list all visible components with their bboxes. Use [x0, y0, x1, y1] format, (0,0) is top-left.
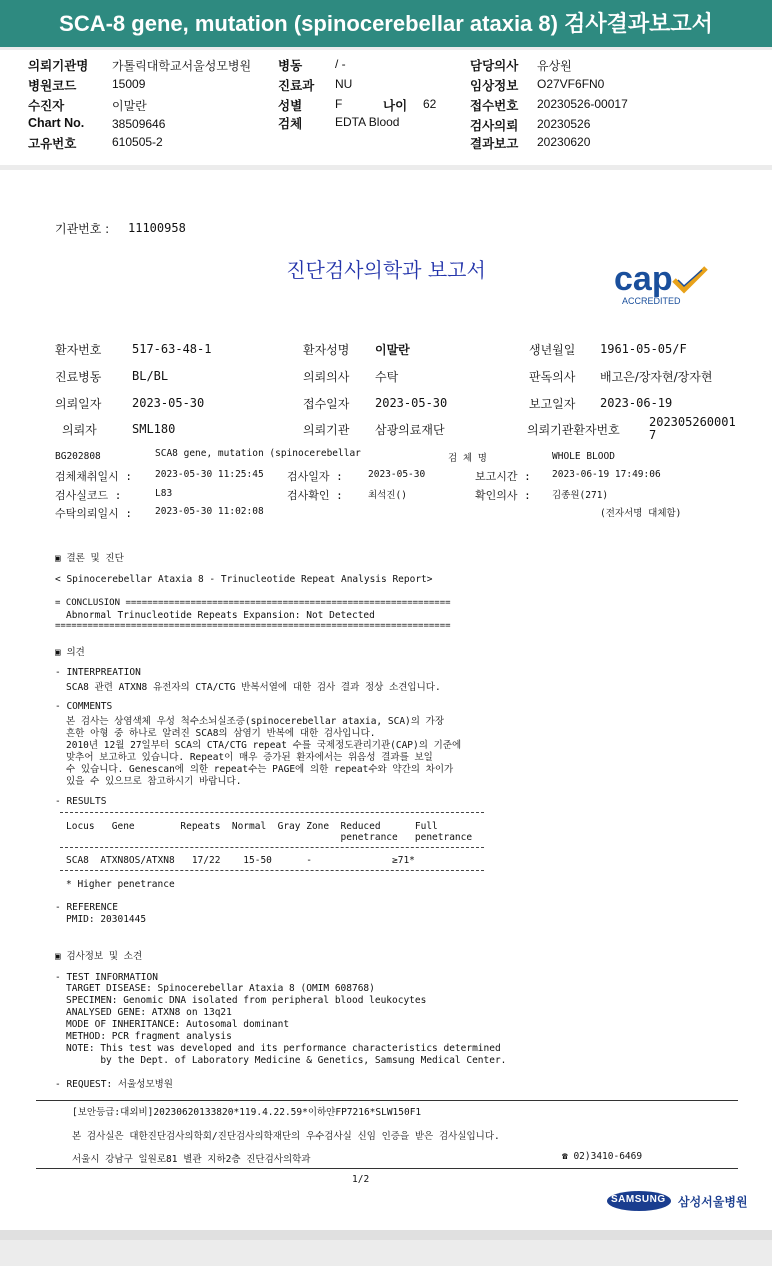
page-number: 1/2 — [352, 1174, 370, 1185]
info-key: Chart No. — [28, 116, 85, 130]
reference-heading: - REFERENCE — [55, 902, 118, 913]
info-key: 접수번호 — [470, 99, 519, 113]
conclusion-end-line: ========================================================================= — [55, 621, 451, 631]
patient-value-extra: 7 — [649, 428, 657, 442]
section-testinfo-heading: ▣ 검사정보 및 소견 — [55, 951, 143, 962]
info-value: 20230526 — [537, 117, 591, 131]
conclusion-line: = CONCLUSION ============================================================ — [55, 598, 451, 608]
testinfo-line: NOTE: This test was developed and its performance characteristics determined — [66, 1043, 501, 1054]
info-key: 의뢰기관명 — [28, 59, 89, 73]
test-name: SCA8 gene, mutation (spinocerebellar — [155, 448, 361, 459]
test-value: 2023-06-19 17:49:06 — [552, 469, 661, 480]
specimen-label: 검 체 명 — [448, 453, 487, 464]
comment-line: 본 검사는 상염색체 우성 척수소뇌실조증(spinocerebellar ataxia, SCA)의 가장 — [66, 716, 445, 727]
specimen-value: WHOLE BLOOD — [552, 451, 615, 462]
address-line: 서울시 강남구 일원로81 별관 지하2층 진단검사의학과 — [72, 1154, 311, 1165]
info-key: 병동 — [278, 59, 303, 73]
test-code: BG202808 — [55, 451, 101, 462]
test-key: 확인의사 : — [475, 489, 531, 502]
test-value: L83 — [155, 488, 173, 499]
institution-number-label: 기관번호 : — [55, 222, 110, 236]
patient-key: 판독의사 — [529, 370, 576, 384]
test-value: 최석진() — [368, 490, 407, 501]
info-key: 병원코드 — [28, 79, 77, 93]
report-header-title: SCA-8 gene, mutation (spinocerebellar ataxia 8) 검사결과보고서 — [0, 0, 772, 47]
info-value: F — [335, 97, 343, 111]
section-conclusion-heading: ▣ 결론 및 진단 — [55, 553, 124, 564]
conclusion-text: Abnormal Trinucleotide Repeats Expansion: Not Detected — [66, 610, 375, 621]
info-value: NU — [335, 77, 353, 91]
info-key: 검사의뢰 — [470, 119, 519, 133]
patient-value: 이말란 — [375, 343, 410, 357]
patient-info-panel — [0, 50, 772, 165]
info-value: 38509646 — [112, 117, 166, 131]
results-rule — [60, 812, 484, 813]
results-header: penetrance penetrance — [66, 832, 473, 843]
patient-key: 의뢰기관 — [303, 423, 350, 437]
patient-key: 의뢰일자 — [55, 397, 102, 411]
bottom-band — [0, 1230, 772, 1240]
comment-line: 수 있습니다. Genescan에 의한 repeat수는 PAGE에 의한 repeat수와 약간의 차이가 — [66, 764, 454, 775]
patient-key: 의뢰기관환자번호 — [527, 423, 620, 437]
patient-key: 보고일자 — [529, 397, 576, 411]
comment-line: 맞추어 보고하고 있습니다. Repeat이 매우 증가된 환자에서는 위음성 결과를 보일 — [66, 752, 433, 763]
test-key: 검사실코드 : — [55, 489, 122, 502]
patient-value: BL/BL — [132, 369, 169, 383]
info-value: 이말란 — [112, 99, 147, 113]
age-label: 나이 — [383, 99, 408, 113]
section-opinion-heading: ▣ 의견 — [55, 647, 85, 658]
samsung-logo-text: SAMSUNG — [611, 1194, 666, 1205]
info-key: 담당의사 — [470, 59, 519, 73]
comment-line: 있을 수 있으므로 참고하시기 바랍니다. — [66, 776, 242, 787]
results-rule — [60, 847, 484, 848]
esign-note: (전자서명 대체함) — [600, 508, 682, 519]
phone-line: ☎ 02)3410-6469 — [562, 1151, 643, 1162]
info-key: 성별 — [278, 99, 303, 113]
test-key: 검사확인 : — [287, 489, 343, 502]
patient-value: SML180 — [132, 422, 176, 436]
info-value: 610505-2 — [112, 135, 163, 149]
security-line: [보안등급:대외비]20230620133820*119.4.22.59*이하얀FP7216*SLW150F1 — [72, 1107, 422, 1118]
interpretation-text: SCA8 관련 ATXN8 유전자의 CTA/CTG 반복서열에 대한 검사 결과 정상 소견입니다. — [66, 682, 441, 693]
test-value: 김종원(271) — [552, 490, 609, 501]
hospital-name: 삼성서울병원 — [678, 1195, 748, 1209]
results-note: * Higher penetrance — [66, 879, 175, 890]
testinfo-line: ANALYSED GENE: ATXN8 on 13q21 — [66, 1007, 232, 1018]
info-value: 15009 — [112, 77, 146, 91]
testinfo-line: TARGET DISEASE: Spinocerebellar Ataxia 8 (OMIM 608768) — [66, 983, 375, 994]
results-row: SCA8 ATXN8OS/ATXN8 17/22 15-50 - ≥71* — [66, 855, 415, 866]
patient-value: 수탁 — [375, 370, 399, 384]
testinfo-line: SPECIMEN: Genomic DNA isolated from peripheral blood leukocytes — [66, 995, 427, 1006]
interpretation-heading: - INTERPREATION — [55, 667, 141, 678]
report-title: 진단검사의학과 보고서 — [286, 258, 486, 282]
patient-value: 2023-05-30 — [132, 396, 205, 410]
patient-key: 접수일자 — [303, 397, 350, 411]
info-key: 진료과 — [278, 79, 315, 93]
certification-line: 본 검사실은 대한진단검사의학회/진단검사의학재단의 우수검사실 신임 인증을 받은 검사실입니다. — [72, 1131, 500, 1142]
patient-key: 환자성명 — [303, 343, 350, 357]
report-name: < Spinocerebellar Ataxia 8 - Trinucleotide Repeat Analysis Report> — [55, 574, 433, 585]
comment-line: 2010년 12월 27일부터 SCA의 CTA/CTG repeat 수를 국제정도관리기관(CAP)의 기준에 — [66, 740, 462, 751]
test-key: 보고시간 : — [475, 470, 531, 483]
footer-rule — [36, 1168, 738, 1169]
testinfo-heading: - TEST INFORMATION — [55, 972, 158, 983]
patient-key: 진료병동 — [55, 370, 102, 384]
info-value: O27VF6FN0 — [537, 77, 605, 91]
info-key: 고유번호 — [28, 137, 77, 151]
info-value: / - — [335, 57, 346, 71]
info-key: 수진자 — [28, 99, 65, 113]
info-key: 임상정보 — [470, 79, 519, 93]
footer-rule — [36, 1100, 738, 1101]
testinfo-line: by the Dept. of Laboratory Medicine & Genetics, Samsung Medical Center. — [66, 1055, 507, 1066]
patient-value: 배고은/장자현/장자현 — [600, 370, 713, 384]
samsung-logo — [606, 1190, 672, 1212]
cap-logo-text: cap — [614, 260, 673, 298]
info-key: 결과보고 — [470, 137, 519, 151]
patient-key: 생년월일 — [529, 343, 576, 357]
patient-value: 1961-05-05/F — [600, 342, 687, 356]
comment-line: 흔한 아형 중 하나로 알려진 SCA8의 삼염기 반복에 대한 검사입니다. — [66, 728, 376, 739]
results-rule — [60, 870, 484, 871]
info-value: 가톨릭대학교서울성모병원 — [112, 59, 252, 73]
test-value: 2023-05-30 11:25:45 — [155, 469, 264, 480]
patient-value: 삼광의료재단 — [375, 423, 445, 437]
cap-accredited-text: ACCREDITED — [622, 296, 681, 306]
info-key: 검체 — [278, 117, 303, 131]
patient-value: 517-63-48-1 — [132, 342, 212, 356]
testinfo-line: METHOD: PCR fragment analysis — [66, 1031, 232, 1042]
patient-key: 환자번호 — [55, 343, 102, 357]
age-value: 62 — [423, 97, 437, 111]
report-sheet — [0, 170, 772, 1230]
testinfo-line: MODE OF INHERITANCE: Autosomal dominant — [66, 1019, 290, 1030]
patient-key: 의뢰의사 — [303, 370, 350, 384]
request-line: - REQUEST: 서울성모병원 — [55, 1079, 173, 1090]
patient-value: 202305260001 — [649, 415, 736, 429]
info-value: 20230620 — [537, 135, 591, 149]
info-value: 유상원 — [537, 59, 572, 73]
cap-accredited-logo — [612, 262, 712, 312]
info-value: 20230526-00017 — [537, 97, 628, 111]
reference-text: PMID: 20301445 — [66, 914, 147, 925]
test-key: 검체채취일시 : — [55, 470, 133, 483]
results-heading: - RESULTS — [55, 796, 107, 807]
test-value: 2023-05-30 11:02:08 — [155, 506, 264, 517]
patient-value: 2023-06-19 — [600, 396, 673, 410]
patient-value: 2023-05-30 — [375, 396, 448, 410]
comments-heading: - COMMENTS — [55, 701, 113, 712]
institution-number: 11100958 — [128, 221, 186, 235]
checkmark-icon — [670, 264, 710, 294]
info-value: EDTA Blood — [335, 115, 400, 129]
test-key: 검사일자 : — [287, 470, 343, 483]
test-key: 수탁의뢰일시 : — [55, 507, 133, 520]
results-header: Locus Gene Repeats Normal Gray Zone Reduced Full — [66, 821, 438, 832]
test-value: 2023-05-30 — [368, 469, 426, 480]
patient-key: 의뢰자 — [62, 423, 97, 437]
